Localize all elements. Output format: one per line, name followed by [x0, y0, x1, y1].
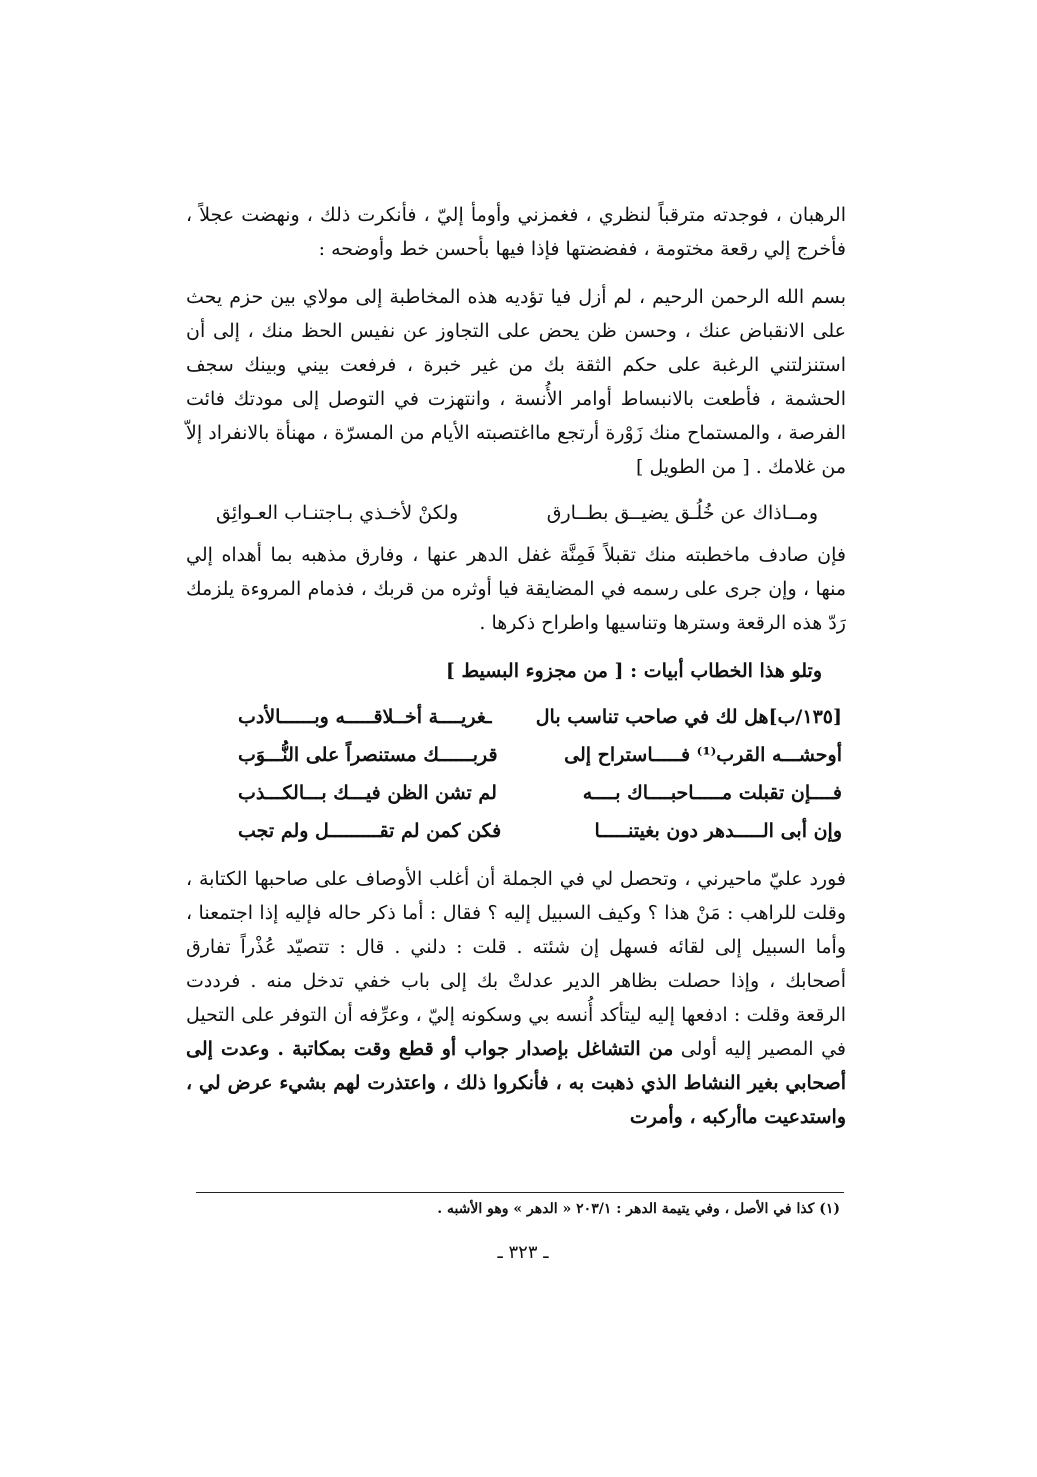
verse-second-hemistich: ولكنْ لأخـذي بـاجتنـاب العـوائِق — [216, 502, 459, 524]
paragraph-4-bold-text: من التشاغل بإصدار جواب أو قطع وقت بمكاتبة . وعدت إلى أصحابي بغير النشاط الذي ذهبت به ، فأنكروا ذلك ، واعتذرت لهم بشيء عرض لي ، واستدعيت ماأركبه ، وأمرت — [186, 1038, 846, 1128]
verse-intro: وتلو هذا الخطاب أبيات : [ من مجزوء البسيط ] — [445, 660, 822, 682]
poem-verse — [186, 736, 842, 774]
poem-second-hemistich: ـغريــــة أخــلاقـــــه وبــــــالأدب — [238, 706, 492, 728]
paragraph-4-text: فورد عليّ ماحيرني ، وتحصل لي في الجملة أن أغلب الأوصاف على صاحبها الكتابة ، وقلت للراهب : مَنْ هذا ؟ وكيف السبيل إليه ؟ فقال : أما ذكر حاله فإليه إذا اجتمعنا ، وأما السبيل إلى لقائه فسهل إن شئته . قلت : دلني . قال : تتصيّد عُذْراً تفارق أصحابك ، وإذا حصلت بظاهر الدير عدلتْ بك إلى باب خفي تدخل منه . فرددت الرقعة وقلت : ادفعها إليه ليتأكد أُنسه بي وسكونه إليّ ، وعرِّفه أن التوفر على التحيل في المصير إليه أولى — [186, 868, 846, 1060]
poem-first-hemistich: وإن أبى الـــــدهر دون بغيتنـــــا — [594, 820, 842, 842]
paragraph-1: الرهبان ، فوجدته مترقباً لنظري ، فغمزني وأومأ إليّ ، فأنكرت ذلك ، ونهضت عجلاً ، فأخرج إلي رقعة مختومة ، ففضضتها فإذا فيها بأحسن خط وأوضحه : — [186, 204, 846, 260]
poem-verse — [186, 774, 842, 812]
paragraph-3: فإن صادف ماخطبته منك تقبلاً فَمِنَّة غفل الدهر عنها ، وفارق مذهبه بما أهداه إلي منها ، وإن جرى على رسمه في المضايقة فيا أوثره من قربك ، فذمام المروءة يلزمك رَدّ هذه الرقعة وسترها وتناسيها واطراح ذكرها . — [186, 544, 846, 634]
footnote: (١) كذا في الأصل ، وفي يتيمة الدهر : ٢٠٣/١ « الدهر » وهو الأشبه . — [437, 1201, 840, 1217]
paragraph-4 — [186, 862, 846, 1134]
poem-second-hemistich: لم تشن الظن فيـــك بـــالكـــذب — [238, 782, 497, 804]
poem-first-hemistich: أوحشـــه القرب⁽¹⁾ فـــــاستراح إلى — [564, 744, 842, 766]
poem-block — [186, 698, 842, 850]
poem-first-hemistich: [١٣٥/ب]هل لك في صاحب تناسب بال — [535, 706, 842, 728]
paragraph-2: بسم الله الرحمن الرحيم ، لم أزل فيا تؤديه هذه المخاطبة إلى مولاي بين حزم يحث على الانقباض عنك ، وحسن ظن يحض على التجاوز عن نفيس الحظ منك ، إلى أن استنزلتني الرغبة على حكم الثقة بك من غير خبرة ، فرفعت بيني وبينك سجف الحشمة ، فأطعت بالانبساط أوامر الأُنسة ، وانتهزت في التوصل إلى مودتك فائت الفرصة ، والمستماح منك زَوْرة أرتجع مااغتصبته الأيام من المسرّة ، مهنأة بالانفراد إلاّ من غلامك . [ من الطويل ] — [186, 286, 846, 478]
footnote-divider — [196, 1192, 844, 1193]
single-verse — [216, 496, 818, 530]
poem-second-hemistich: فكن كمن لم تقـــــــــل ولم تجب — [238, 820, 502, 842]
page-body — [186, 198, 846, 1134]
poem-second-hemistich: قربــــــك مستنصراً على النُّـــوَب — [238, 744, 498, 766]
verse-first-hemistich: ومــاذاك عن خُلُـق يضيــق بطــارق — [546, 502, 818, 524]
poem-verse — [186, 698, 842, 736]
poem-verse — [186, 812, 842, 850]
poem-first-hemistich: فــــإن تقبلت مـــــاحبــــاك بــــه — [582, 782, 842, 804]
page-number: ـ ٣٢٣ ـ — [497, 1242, 549, 1263]
